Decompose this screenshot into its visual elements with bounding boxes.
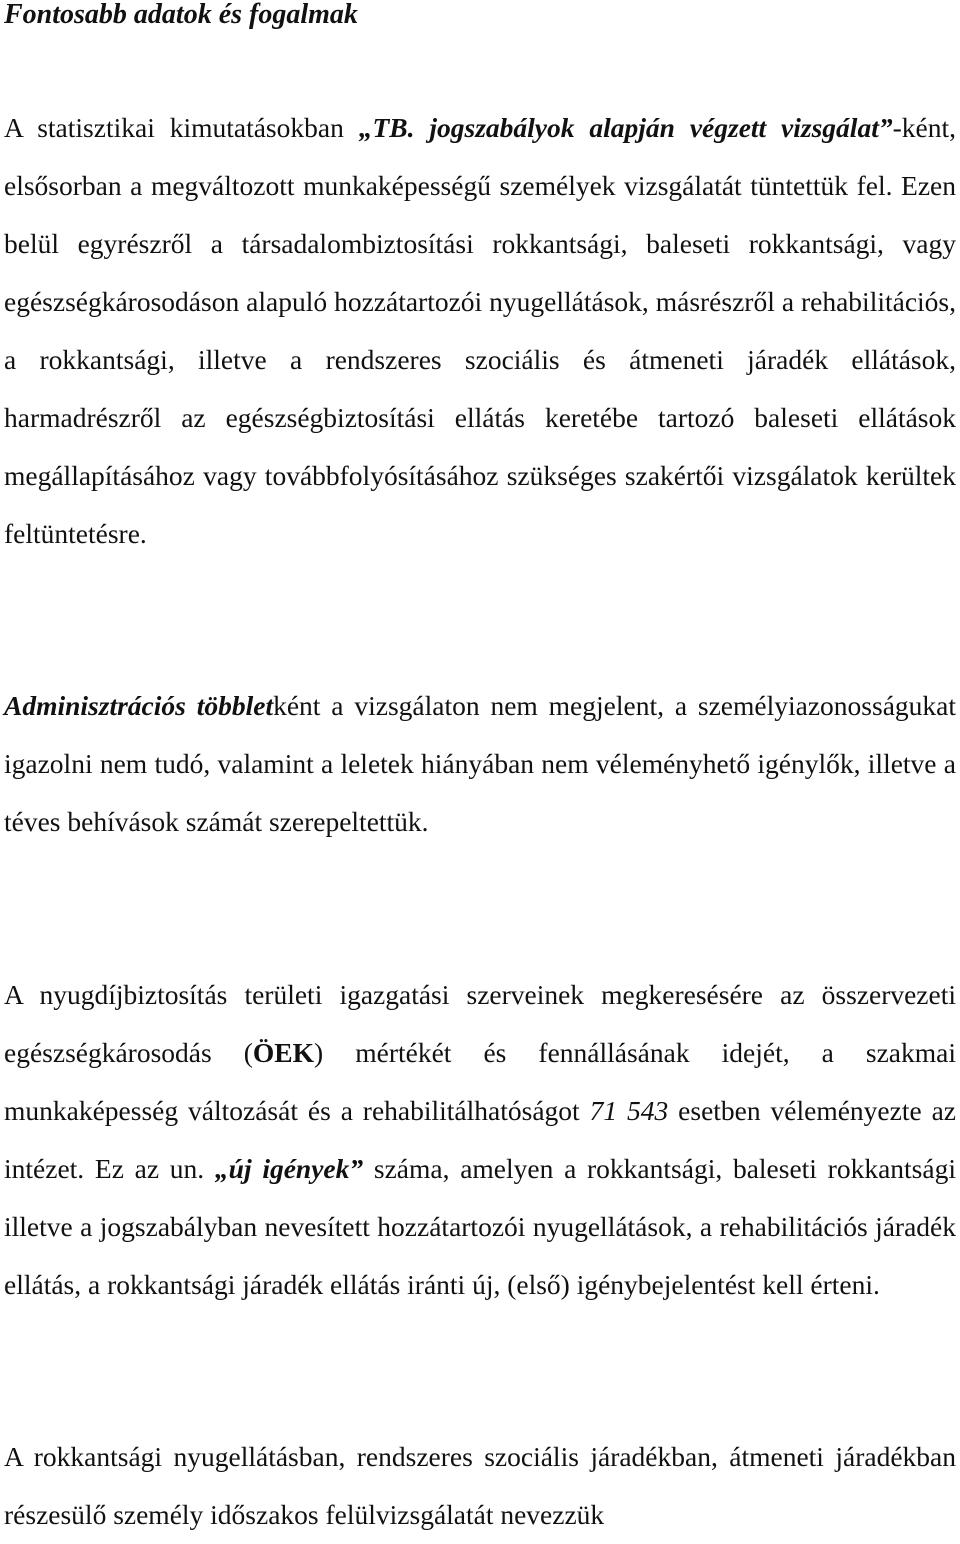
emphasis-term: Adminisztrációs többlet: [4, 690, 274, 721]
text-run: A rokkantsági nyugellátásban, rendszeres szociális járadékban, átmeneti járadékban részesülő személy időszakos felülvizsgálatát nevezzük: [4, 1441, 956, 1530]
paragraph-felulvizsgalat: [4, 1428, 956, 1544]
text-run: esetben véleményezte az intézet. Ez az un.: [4, 1095, 956, 1184]
paragraph-adminisztracios-tobblet: [4, 677, 956, 851]
text-run: -ként, elsősorban a megváltozott munkaképességű személyek vizsgálatát tüntettük fel. Ezen belül egyrészről a társadalombiztosítási rokkantsági, baleseti rokkantsági, vagy egészségkárosodáson alapuló hozzátartozói nyugellátások, másrészről a rehabilitációs, a rokkantsági, illetve a rendszeres szociális és átmeneti járadék ellátások, harmadrészről az egészségbiztosítási ellátás keretébe tartozó baleseti ellátások megállapításához vagy továbbfolyósításához szükséges szakértői vizsgálatok kerültek feltüntetésre.: [4, 112, 956, 549]
emphasis-term: „TB. jogszabályok alapján végzett vizsgálat”: [358, 112, 893, 143]
section-heading: Fontosabb adatok és fogalmak: [4, 0, 358, 30]
text-run: száma, amelyen a rokkantsági, baleseti rokkantsági illetve a jogszabályban nevesített hozzátartozói nyugellátások, a rehabilitációs járadék ellátás, a rokkantsági járadék ellátás iránti új, (első) igénybejelentést kell érteni.: [4, 1153, 956, 1300]
paragraph-uj-igenyek: [4, 966, 956, 1314]
paragraph-tb-vizsgalat: [4, 99, 956, 563]
abbreviation-oek: ÖEK: [252, 1037, 315, 1068]
text-run: A nyugdíjbiztosítás területi igazgatási szerveinek megkeresésére az összervezeti egészségkárosodás (: [4, 979, 956, 1068]
text-run: A statisztikai kimutatásokban: [4, 112, 359, 143]
text-run: ként a vizsgálaton nem megjelent, a személyiazonosságukat igazolni nem tudó, valamint a leletek hiányában nem véleményhető igénylők, illetve a téves behívások számát szerepeltettük.: [4, 690, 956, 837]
text-run: ) mértékét és fennállásának idejét, a szakmai munkaképesség változását és a rehabilitálhatóságot: [4, 1037, 956, 1126]
emphasis-term: „új igények”: [214, 1153, 364, 1184]
case-count: 71 543: [589, 1095, 669, 1126]
